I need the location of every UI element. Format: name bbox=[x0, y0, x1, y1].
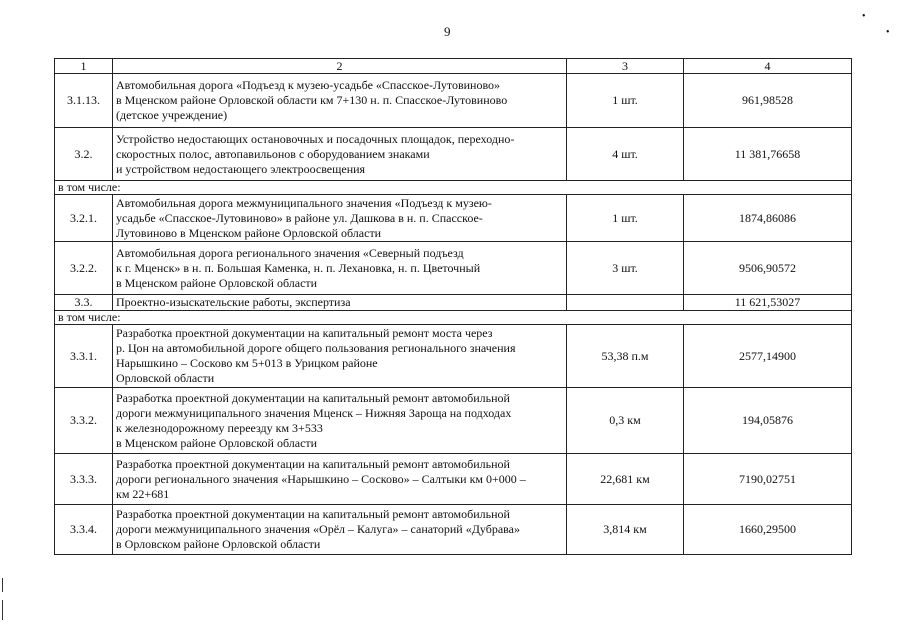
corner-mark: • bbox=[886, 27, 890, 38]
item-quantity: 0,3 км bbox=[567, 388, 684, 454]
description-line: Разработка проектной документации на капитальный ремонт автомобильной bbox=[116, 390, 510, 405]
estimate-table bbox=[54, 58, 852, 555]
description-line: дороги регионального значения «Нарышкино – Сосково» – Салтыки км 0+000 – bbox=[116, 471, 526, 486]
description-line: Проектно-изыскательские работы, экспертиза bbox=[116, 295, 351, 309]
table-row bbox=[55, 454, 852, 505]
note-text: в том числе: bbox=[55, 181, 852, 195]
item-number: 3.3.4. bbox=[55, 505, 113, 555]
subtotal-note-row bbox=[55, 311, 852, 325]
description-line: дороги межмуниципального значения Мценск – Нижняя Зароща на подходах bbox=[116, 405, 512, 420]
description-line: Нарышкино – Сосково км 5+013 в Урицком районе bbox=[116, 356, 378, 370]
description-line: Разработка проектной документации на капитальный ремонт автомобильной bbox=[116, 507, 510, 521]
item-number: 3.3.1. bbox=[55, 325, 113, 388]
table-row bbox=[55, 505, 852, 555]
description-line: в Орловском районе Орловской области bbox=[116, 537, 321, 551]
item-quantity bbox=[567, 295, 684, 311]
margin-tick bbox=[2, 578, 3, 592]
description-line: Лутовиново в Мценском районе Орловской области bbox=[116, 225, 382, 240]
item-description bbox=[113, 505, 567, 555]
description-line: в Мценском районе Орловской области bbox=[116, 275, 318, 290]
item-description bbox=[113, 388, 567, 454]
item-value: 11 381,76658 bbox=[684, 128, 852, 181]
table-row bbox=[55, 242, 852, 295]
table-row bbox=[55, 295, 852, 311]
page-number: 9 bbox=[444, 24, 451, 39]
subtotal-note-row bbox=[55, 181, 852, 195]
description-line: и устройством недостающего электроосвещения bbox=[116, 161, 366, 176]
description-line: Устройство недостающих остановочных и посадочных площадок, переходно- bbox=[116, 131, 515, 146]
column-header-3: 3 bbox=[567, 59, 684, 74]
item-value: 194,05876 bbox=[684, 388, 852, 454]
description-line: Автомобильная дорога регионального значения «Северный подъезд bbox=[116, 245, 464, 260]
item-value: 9506,90572 bbox=[684, 242, 852, 295]
item-quantity: 22,681 км bbox=[567, 454, 684, 505]
description-line: усадьбе «Спасское-Лутовиново» в районе ул. Дашкова в н. п. Спасское- bbox=[116, 210, 483, 225]
description-line: дороги межмуниципального значения «Орёл – Калуга» – санаторий «Дубрава» bbox=[116, 522, 520, 536]
item-number: 3.2.1. bbox=[55, 195, 113, 242]
table-row bbox=[55, 388, 852, 454]
item-quantity: 1 шт. bbox=[567, 74, 684, 128]
description-line: скоростных полос, автопавильонов с оборудованием знаками bbox=[116, 146, 430, 161]
item-number: 3.3. bbox=[55, 295, 113, 311]
column-header-2: 2 bbox=[113, 59, 567, 74]
item-number: 3.2.2. bbox=[55, 242, 113, 295]
table-header-row bbox=[55, 59, 852, 74]
description-line: (детское учреждение) bbox=[116, 108, 228, 122]
item-number: 3.2. bbox=[55, 128, 113, 181]
item-value: 2577,14900 bbox=[684, 325, 852, 388]
item-value: 1874,86086 bbox=[684, 195, 852, 242]
description-line: к г. Мценск» в н. п. Большая Каменка, н. п. Лехановка, н. п. Цветочный bbox=[116, 260, 481, 275]
item-description bbox=[113, 325, 567, 388]
item-quantity: 3,814 км bbox=[567, 505, 684, 555]
item-value: 7190,02751 bbox=[684, 454, 852, 505]
item-description bbox=[113, 128, 567, 181]
item-description bbox=[113, 242, 567, 295]
description-line: Автомобильная дорога «Подъезд к музею-усадьбе «Спасское-Лутовиново» bbox=[116, 78, 501, 92]
table-row bbox=[55, 128, 852, 181]
description-line: Разработка проектной документации на капитальный ремонт моста через bbox=[116, 326, 493, 340]
item-quantity: 4 шт. bbox=[567, 128, 684, 181]
corner-mark: • bbox=[862, 11, 866, 22]
item-description bbox=[113, 195, 567, 242]
description-line: Автомобильная дорога межмуниципального значения «Подъезд к музею- bbox=[116, 195, 492, 210]
item-value: 961,98528 bbox=[684, 74, 852, 128]
description-line: Орловской области bbox=[116, 371, 215, 385]
description-line: в Мценском районе Орловской области bbox=[116, 435, 318, 450]
table-row bbox=[55, 74, 852, 128]
item-value: 1660,29500 bbox=[684, 505, 852, 555]
item-description bbox=[113, 454, 567, 505]
table-row bbox=[55, 325, 852, 388]
item-number: 3.3.2. bbox=[55, 388, 113, 454]
item-description bbox=[113, 295, 567, 311]
item-description bbox=[113, 74, 567, 128]
item-quantity: 1 шт. bbox=[567, 195, 684, 242]
margin-tick bbox=[2, 600, 3, 620]
column-header-1: 1 bbox=[55, 59, 113, 74]
item-number: 3.3.3. bbox=[55, 454, 113, 505]
item-value: 11 621,53027 bbox=[684, 295, 852, 311]
description-line: р. Цон на автомобильной дороге общего пользования регионального значения bbox=[116, 341, 516, 355]
item-quantity: 53,38 п.м bbox=[567, 325, 684, 388]
item-quantity: 3 шт. bbox=[567, 242, 684, 295]
description-line: в Мценском районе Орловской области км 7+130 н. п. Спасское-Лутовиново bbox=[116, 93, 508, 107]
note-text: в том числе: bbox=[55, 311, 852, 325]
description-line: к железнодорожному переезду км 3+533 bbox=[116, 420, 323, 435]
description-line: км 22+681 bbox=[116, 486, 170, 501]
item-number: 3.1.13. bbox=[55, 74, 113, 128]
column-header-4: 4 bbox=[684, 59, 852, 74]
table-row bbox=[55, 195, 852, 242]
description-line: Разработка проектной документации на капитальный ремонт автомобильной bbox=[116, 456, 510, 471]
